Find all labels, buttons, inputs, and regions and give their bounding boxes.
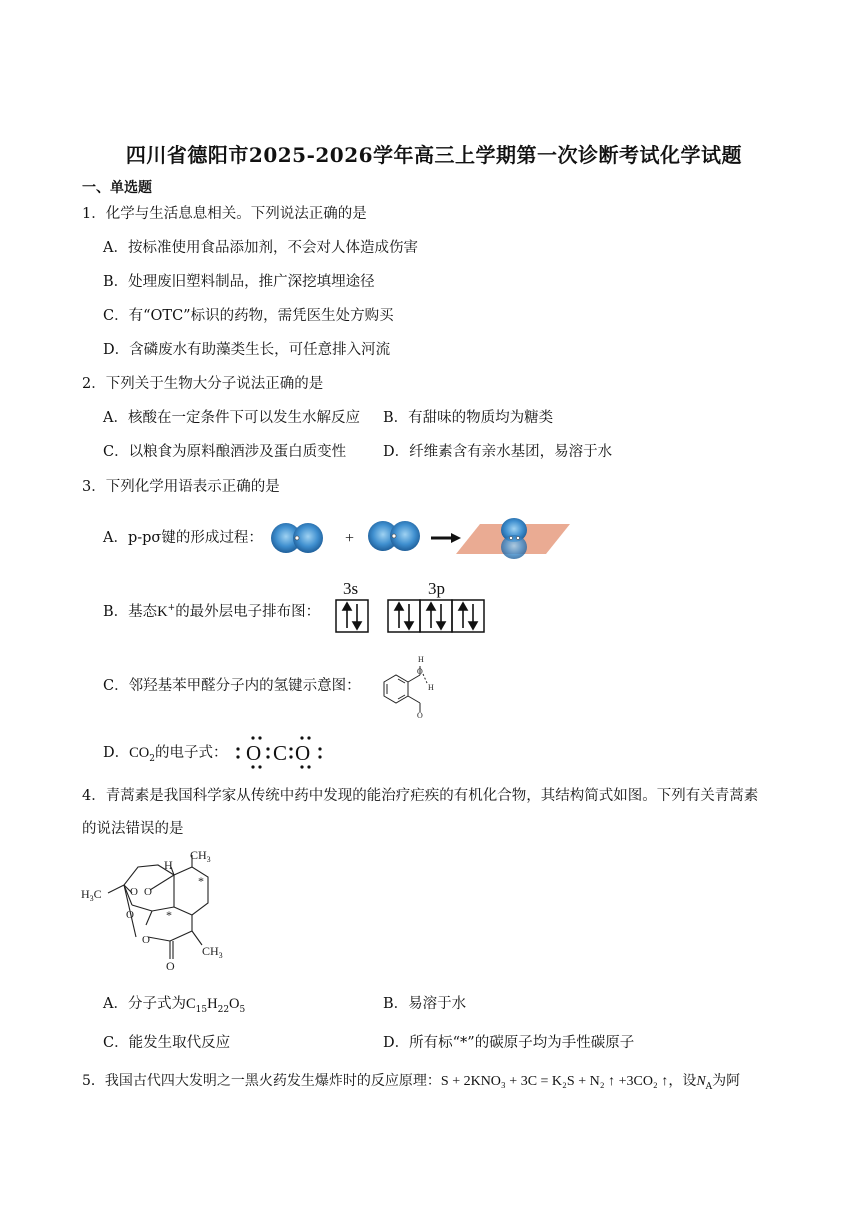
svg-text:H: H (418, 655, 424, 664)
svg-text:CH3: $CH_3$ (190, 848, 211, 864)
svg-text:H3C: $H_3C$ (81, 887, 102, 903)
svg-text:H: H (428, 683, 434, 692)
arrow-right-icon (431, 533, 461, 543)
svg-text:O: O (126, 909, 134, 921)
svg-text:H: H (164, 858, 173, 872)
q2-option-b: B．有甜味的物质均为糖类 (383, 410, 554, 426)
gunpowder-equation: S + 2KNO₃ + 3C = K₂S + N₂ ↑ +3CO₂ ↑ (440, 1074, 669, 1089)
orbital-3s-box (336, 600, 368, 632)
svg-text:O: O (166, 959, 175, 973)
svg-text:O: O (142, 934, 150, 946)
svg-text:3s: 3s (343, 579, 359, 598)
svg-text:CH3: $CH_3$ (202, 944, 223, 960)
orbital-3p-box-1 (388, 600, 420, 632)
q3-option-a: A．p-pσ键的形成过程： (103, 530, 263, 546)
svg-text:O: O (295, 741, 311, 765)
q1-option-c: C．有“OTC”标识的药物，需凭医生处方购买 (103, 308, 394, 324)
svg-text:O: O (417, 667, 423, 676)
q4-option-c: C．能发生取代反应 (103, 1035, 231, 1051)
p-orbital-right-icon (368, 521, 420, 551)
svg-text:C: C (273, 741, 288, 765)
q4-option-b: B．易溶于水 (383, 996, 467, 1012)
q1-option-d: D．含磷废水有助藻类生长，可任意排入河流 (103, 342, 391, 358)
q4-stem-line2: 的说法错误的是 (82, 821, 184, 837)
hydroxybenzaldehyde-structure (372, 652, 442, 720)
svg-text:O: O (130, 886, 138, 898)
q2-option-d: D．纤维素含有亲水基团，易溶于水 (383, 444, 613, 460)
co2-lewis-structure (232, 732, 332, 772)
svg-text:*: * (166, 908, 172, 922)
svg-text:O: O (144, 886, 152, 898)
q4-option-a: A．分子式为$C_{15}H_{22}O_5$ (103, 996, 246, 1015)
svg-text:3p: 3p (428, 579, 445, 598)
plus-sign: + (345, 530, 355, 547)
q2-stem: 2．下列关于生物大分子说法正确的是 (82, 376, 324, 392)
q3-stem: 3．下列化学用语表示正确的是 (82, 479, 280, 495)
q1-option-a: A．按标准使用食品添加剂，不会对人体造成伤害 (103, 240, 418, 256)
svg-text:O: O (246, 741, 262, 765)
q2-option-a: A．核酸在一定条件下可以发生水解反应 (103, 410, 360, 426)
artemisinin-structure (78, 845, 248, 980)
q3-option-c: C．邻羟基苯甲醛分子内的氢键示意图： (103, 678, 361, 694)
sigma-bond-orbital-icon (456, 518, 570, 559)
q1-stem: 1．化学与生活息息相关。下列说法正确的是 (82, 206, 367, 222)
page-title: 四川省德阳市2025-2026学年高三上学期第一次诊断考试化学试题 (125, 143, 743, 167)
p-p-sigma-diagram (268, 514, 578, 564)
q4-stem-line1: 4．青蒿素是我国科学家从传统中药中发现的能治疗疟疾的有机化合物，其结构简式如图。下列有关青蒿素 (82, 788, 759, 804)
p-orbital-left-icon (271, 523, 323, 553)
orbital-diagram (333, 575, 493, 637)
q3-option-d: D．$CO_2$的电子式： (103, 745, 228, 764)
q5-stem: 5．我国古代四大发明之一黑火药发生爆炸时的反应原理：S + 2KNO₃ + 3C = K₂S + N₂ ↑ +3CO₂ ↑，设$N_A$为阿 (82, 1073, 741, 1092)
orbital-3p-box-3 (452, 600, 484, 632)
svg-text:*: * (198, 874, 204, 888)
q1-option-b: B．处理废旧塑料制品，推广深挖填埋途径 (103, 274, 375, 290)
q4-option-d: D．所有标“*”的碳原子均为手性碳原子 (383, 1035, 635, 1051)
orbital-3p-box-2 (420, 600, 452, 632)
q3-option-b: B．基态K+的最外层电子排布图： (103, 603, 321, 620)
q2-option-c: C．以粮食为原料酿酒涉及蛋白质变性 (103, 444, 347, 460)
section-heading: 一、单选题 (82, 180, 152, 196)
svg-text:O: O (417, 711, 423, 720)
